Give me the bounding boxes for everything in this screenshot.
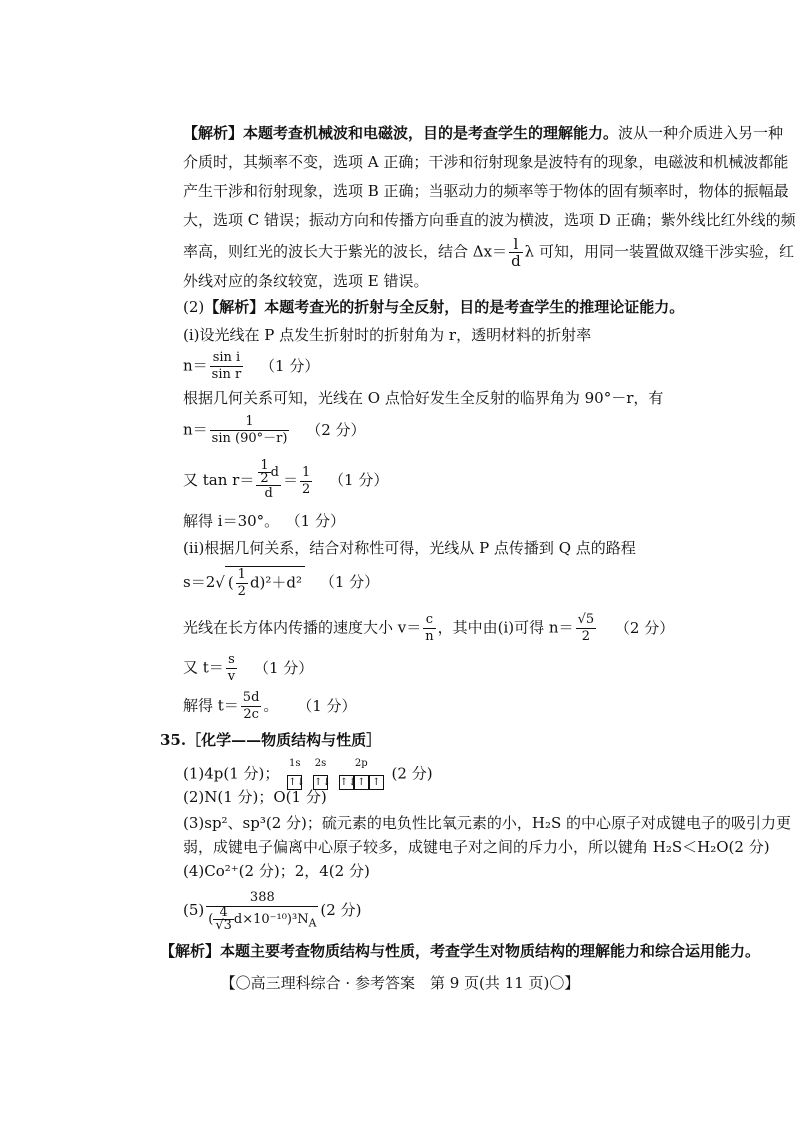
question-35-title: 35.［化学——物质结构与性质］ xyxy=(160,731,382,749)
page-footer: 【〇高三理科综合 · 参考答案 第 9 页(共 11 页)〇】 xyxy=(220,974,580,992)
para1-line1: 【解析】本题考查机械波和电磁波，目的是考查学生的理解能力。波从一种介质进入另一种 xyxy=(183,124,784,142)
para1-line6: 外线对应的条纹较宽，选项 E 错误。 xyxy=(183,272,429,290)
para1-line5: 率高，则红光的波长大于紫光的波长，结合 Δx＝ $\frac{l}{d}$ λ 可知，用同一装置做双缝干涉实验，红 xyxy=(183,235,794,270)
part2-heading: (2)【解析】本题考查光的折射与全反射，目的是考查学生的推理论证能力。 xyxy=(183,298,685,316)
equation-3: 又 tan r＝ $\frac{1}{2}$ d d ＝ $\frac{1}{2}$ （1 分） xyxy=(183,458,389,501)
equation-7: 又 t＝ $\frac{s}{v}$ （1 分） xyxy=(183,652,314,684)
equation-1: n＝ $\frac{\text{sin i}}{\text{sin r}}$ （1 分） xyxy=(183,350,320,382)
part2-i1: (ⅰ)设光线在 P 点发生折射时的折射角为 r，透明材料的折射率 xyxy=(183,326,592,344)
equation-8: 解得 t＝ $\frac{5d}{2c}$ 。 （1 分） xyxy=(183,690,357,722)
para1-line3: 产生干涉和衍射现象，选项 B 正确；当驱动力的频率等于物体的固有频率时，物体的振幅最 xyxy=(183,182,789,200)
orbital-2p: 2p ↑↓↑ ↑ xyxy=(339,758,384,791)
q35-answer-2: (2)N(1 分)；O(1 分) xyxy=(183,788,327,806)
equation-4: 解得 i＝30°。 （1 分） xyxy=(183,512,345,530)
para1-line2: 介质时，其频率不变，选项 A 正确；干涉和衍射现象是波特有的现象，电磁波和机械波都能 xyxy=(183,153,789,171)
para1-line4: 大，选项 C 错误；振动方向和传播方向垂直的波为横波，选项 D 正确；紫外线比红外线的频 xyxy=(183,211,796,229)
q35-answer-5: (5) 388 ( $\frac{4}{√3}$ $d\times 10^{-10})^3N_A$ (2 分) xyxy=(183,890,362,933)
part2-i2: 根据几何关系可知，光线在 O 点恰好发生全反射的临界角为 90°－r，有 xyxy=(183,389,664,407)
orbital-2s: 2s ↑↓ xyxy=(313,758,331,788)
q35-analysis: 【解析】本题主要考查物质结构与性质，考查学生对物质结构的理解能力和综合运用能力。 xyxy=(160,942,761,960)
q35-answer-1: (1)4p(1 分)； 1s ↑↓ 2s ↑↓ 2p ↑↓↑ ↑ (2 分) xyxy=(183,758,752,791)
equation-6: 光线在长方体内传播的速度大小 v＝ $\frac{c}{n}$ ，其中由(ⅰ)可得 n＝ $\frac{√5}{2}$ （2 分） xyxy=(183,612,675,644)
fraction-l-over-d: $\frac{l}{d}$ xyxy=(511,235,521,270)
orbital-1s: 1s ↑↓ xyxy=(288,758,305,788)
q35-answer-4: (4)Co²⁺(2 分)；2，4(2 分) xyxy=(183,862,370,880)
part2-ii1: (ⅱ)根据几何关系，结合对称性可得，光线从 P 点传播到 Q 点的路程 xyxy=(183,539,636,557)
equation-2: n＝ $\frac{1}{\sin (90^\circ-r)}$ （2 分） xyxy=(183,414,366,446)
equation-5: s＝2√ ( $\frac{1}{2}$ d)²＋d² （1 分） xyxy=(183,567,380,599)
analysis-heading: 【解析】本题考查机械波和电磁波，目的是考查学生的理解能力。 xyxy=(183,124,619,142)
q35-answer-3-line2: 弱，成键电子偏离中心原子较多，成键电子对之间的斥力小，所以键角 H₂S＜H₂O(2 分) xyxy=(183,838,770,856)
q35-answer-3-line1: (3)sp²、sp³(2 分)；硫元素的电负性比氧元素的小，H₂S 的中心原子对成键电子的吸引力更 xyxy=(183,814,792,832)
